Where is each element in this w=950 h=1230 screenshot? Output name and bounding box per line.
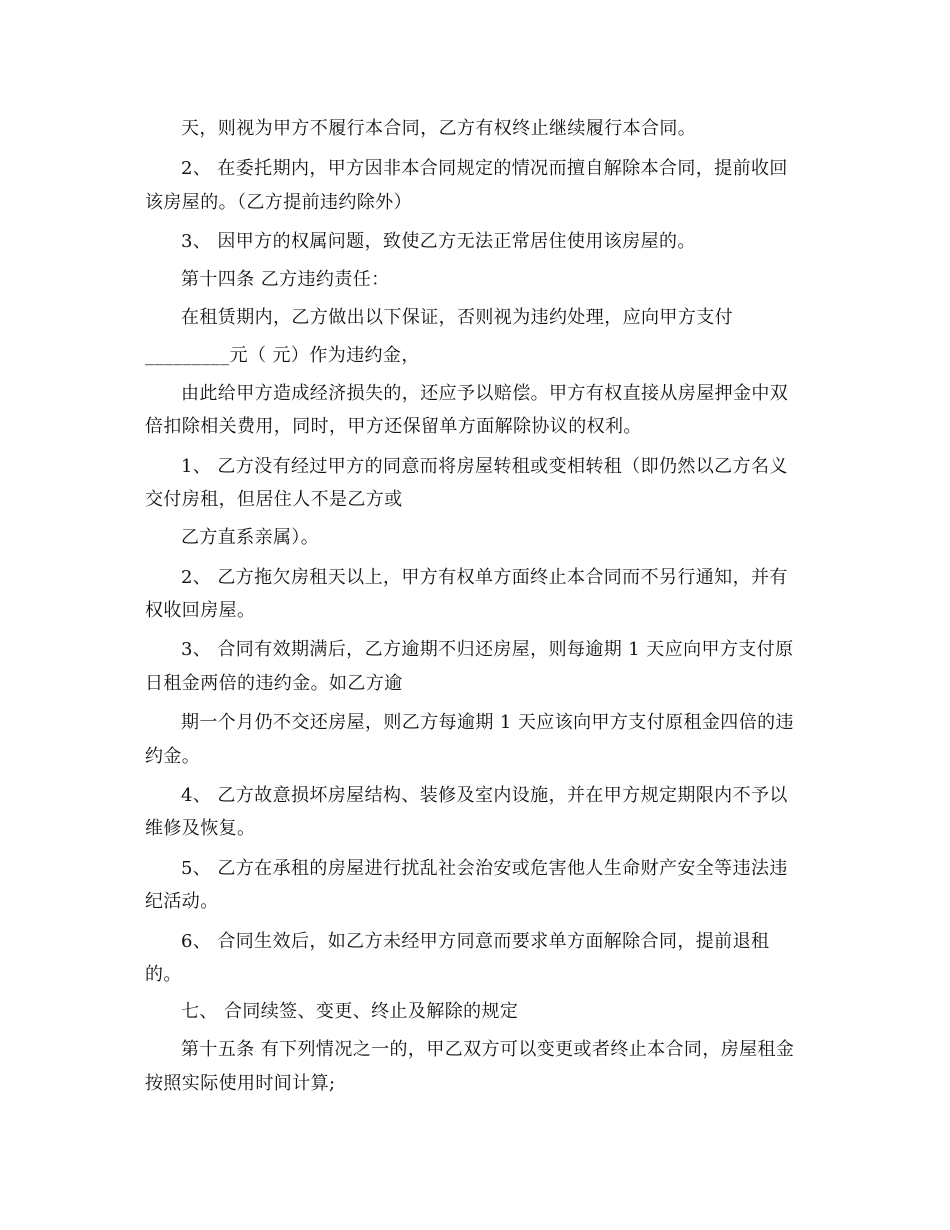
text-line: 3、 因甲方的权属问题，致使乙方无法正常居住使用该房屋的。	[181, 231, 696, 252]
text-line: 维修及恢复。	[145, 818, 256, 839]
text-line: _________元（ 元）作为违约金，	[145, 345, 420, 366]
text-line: 1、 乙方没有经过甲方的同意而将房屋转租或变相转租（即仍然以乙方名义	[181, 456, 788, 477]
text-line: 纪活动。	[145, 891, 219, 912]
text-line: 2、 乙方拖欠房租天以上，甲方有权单方面终止本合同而不另行通知，并有	[181, 567, 788, 588]
text-line: 期一个月仍不交还房屋，则乙方每逾期 1 天应该向甲方支付原租金四倍的违	[181, 712, 794, 733]
text-line: 2、 在委托期内，甲方因非本合同规定的情况而擅自解除本合同，提前收回	[181, 158, 788, 179]
text-line: 该房屋的。（乙方提前违约除外）	[145, 192, 412, 213]
text-line: 第十五条 有下列情况之一的，甲乙双方可以变更或者终止本合同，房屋租金	[181, 1039, 795, 1060]
text-line: 约金。	[145, 746, 201, 767]
section-heading: 七、 合同续签、变更、终止及解除的规定	[181, 1001, 519, 1022]
text-line: 日租金两倍的违约金。如乙方逾	[145, 673, 403, 694]
text-line: 天，则视为甲方不履行本合同，乙方有权终止继续履行本合同。	[181, 118, 697, 139]
text-line: 4、 乙方故意损坏房屋结构、装修及室内设施，并在甲方规定期限内不予以	[181, 785, 788, 806]
text-line: 由此给甲方造成经济损失的，还应予以赔偿。甲方有权直接从房屋押金中双	[181, 383, 789, 404]
section-heading: 第十四条 乙方违约责任：	[181, 269, 390, 290]
text-line: 交付房租，但居住人不是乙方或	[145, 489, 403, 510]
text-line: 权收回房屋。	[145, 600, 256, 621]
text-line: 6、 合同生效后，如乙方未经甲方同意而要求单方面解除合同，提前退租	[181, 931, 770, 952]
text-line: 5、 乙方在承租的房屋进行扰乱社会治安或危害他人生命财产安全等违法违	[181, 858, 788, 879]
text-line: 乙方直系亲属）。	[181, 527, 320, 548]
text-line: 在租赁期内，乙方做出以下保证，否则视为违约处理，应向甲方支付	[181, 307, 733, 328]
text-line: 倍扣除相关费用，同时，甲方还保留单方面解除协议的权利。	[145, 416, 642, 437]
text-line: 3、 合同有效期满后，乙方逾期不归还房屋，则每逾期 1 天应向甲方支付原	[181, 639, 794, 660]
text-line: 按照实际使用时间计算;	[145, 1073, 336, 1094]
text-line: 的。	[145, 964, 182, 985]
